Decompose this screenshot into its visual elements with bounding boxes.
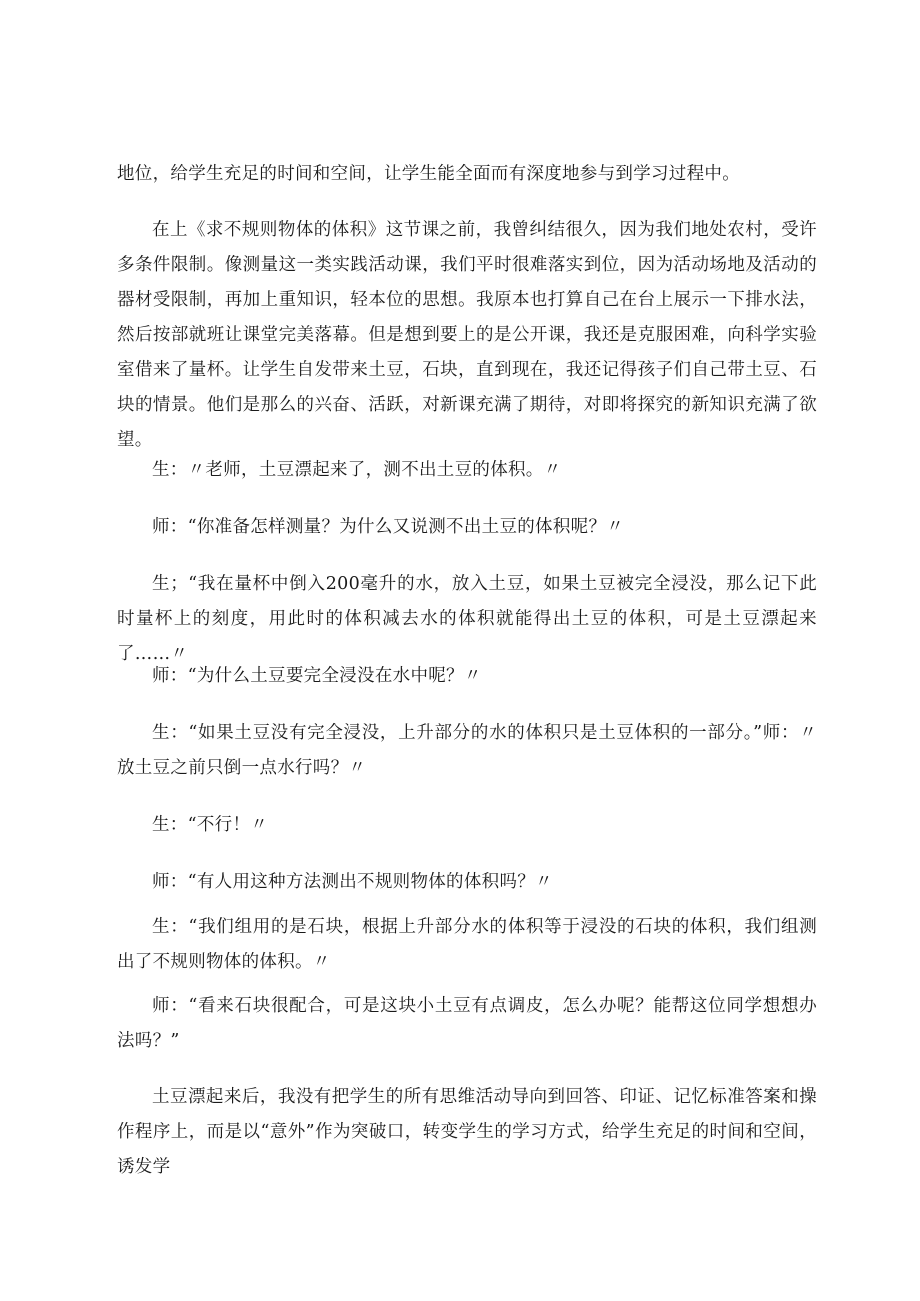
dialogue-teacher-3: 师：“有人用这种方法测出不规则物体的体积吗？〃 — [152, 872, 553, 892]
dialogue-student-4: 生：“不行！〃 — [152, 815, 269, 835]
dialogue-teacher-4: 师：“看来石块很配合，可是这块小土豆有点调皮，怎么办呢？能帮这位同学想想办法吗？” — [117, 996, 817, 1051]
paragraph-continuation: 地位，给学生充足的时间和空间，让学生能全面而有深度地参与到学习过程中。 — [117, 164, 740, 184]
dialogue-teacher-1: 师：“你准备怎样测量？为什么又说测不出土豆的体积呢？〃 — [152, 517, 625, 537]
dialogue-teacher-2: 师：“为什么土豆要完全浸没在水中呢？〃 — [152, 666, 482, 686]
dialogue-student-3: 生：“如果土豆没有完全浸没，上升部分的水的体积只是土豆体积的一部分。”师：〃放土豆之前只倒一点水行吗？〃 — [117, 723, 817, 778]
paragraph-intro: 在上《求不规则物体的体积》这节课之前，我曾纠结很久，因为我们地处农村，受许多条件限制。像测量这一类实践活动课，我们平时很难落实到位，因为活动场地及活动的器材受限制，再加上重知识，轻本位的思想。我原本也打算自己在台上展示一下排水法，然后按部就班让课堂完美落幕。但是想到要上的是公开课，我还是克服困难，向科学实验室借来了量杯。让学生自发带来土豆，石块，直到现在，我还记得孩子们自己带土豆、石块的情景。他们是那么的兴奋、活跃，对新课充满了期待，对即将探究的新知识充满了欲望。 — [117, 220, 817, 450]
dialogue-student-5: 生：“我们组用的是石块，根据上升部分水的体积等于浸没的石块的体积，我们组测出了不规则物体的体积。〃 — [117, 917, 817, 972]
dialogue-student-1: 生：〃老师，土豆漂起来了，测不出土豆的体积。〃 — [152, 460, 562, 480]
paragraph-reflection: 土豆漂起来后，我没有把学生的所有思维活动导向到回答、印证、记忆标准答案和操作程序上，而是以“意外”作为突破口，转变学生的学习方式，给学生充足的时间和空间，诱发学 — [117, 1087, 817, 1177]
dialogue-student-2: 生；“我在量杯中倒入200毫升的水，放入土豆，如果土豆被完全浸没，那么记下此时量杯上的刻度，用此时的体积减去水的体积就能得出土豆的体积，可是土豆漂起来了……〃 — [117, 574, 817, 664]
